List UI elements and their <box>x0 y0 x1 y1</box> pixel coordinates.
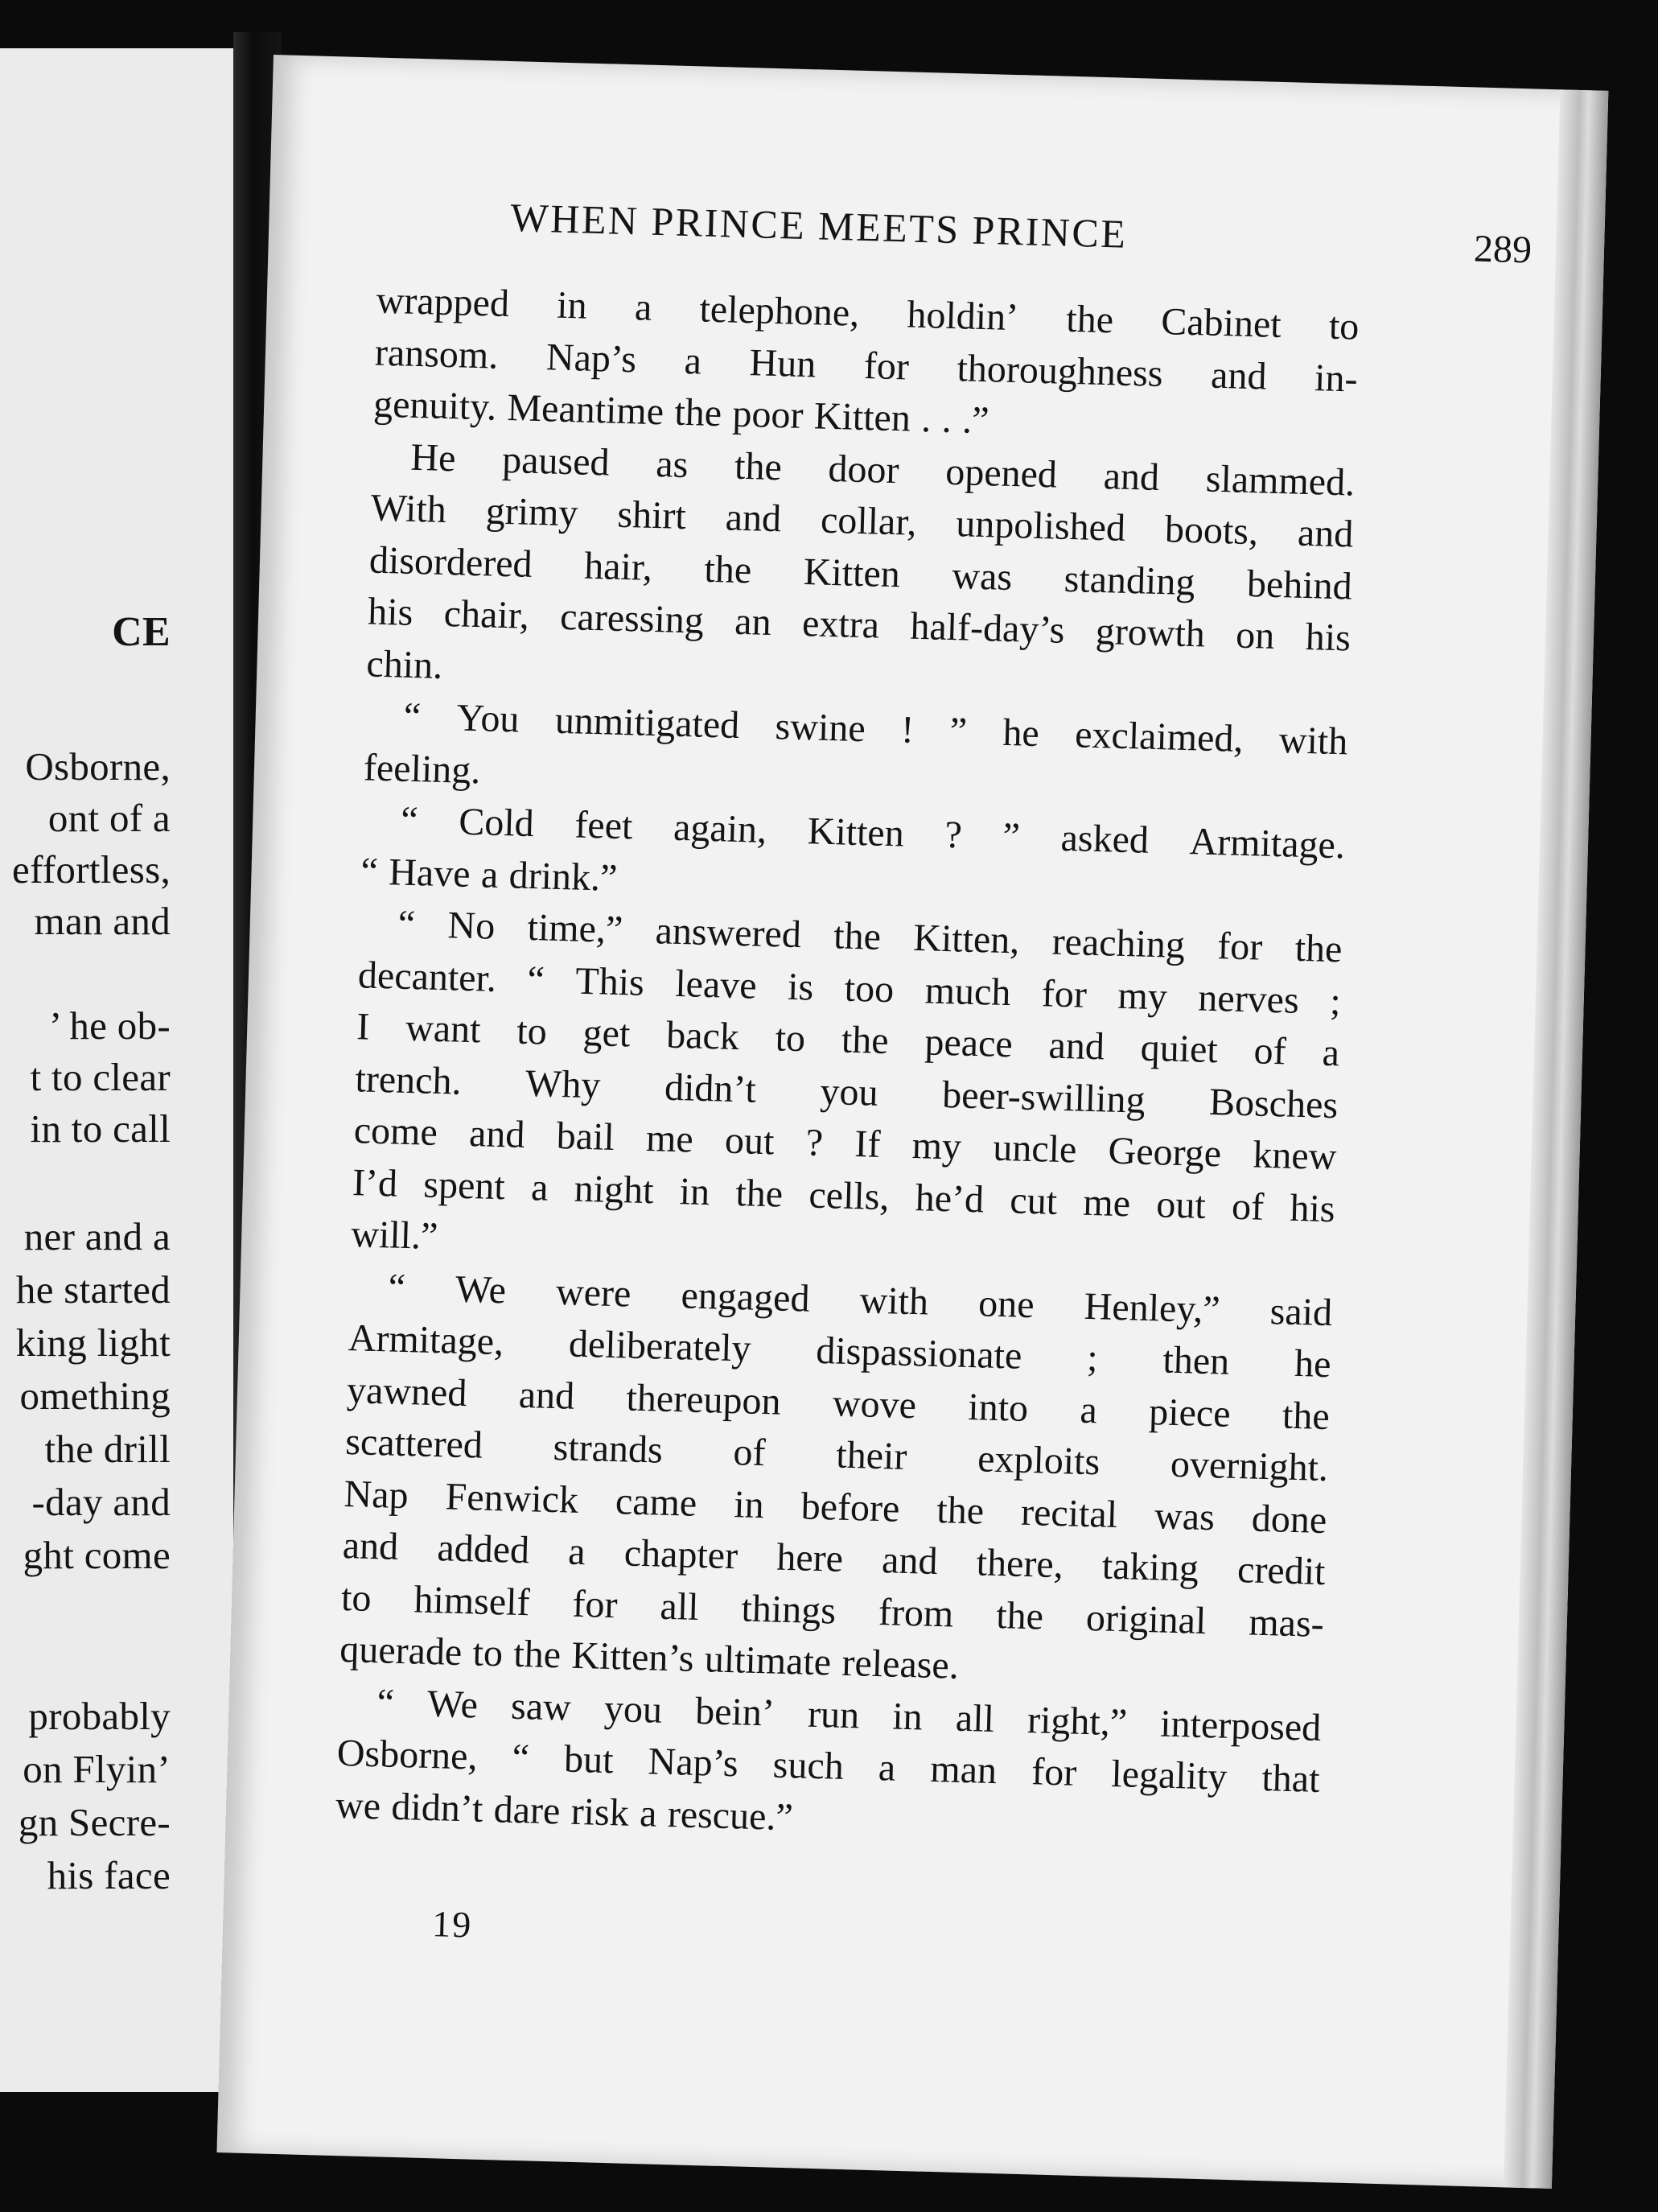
text-line: yawned and thereupon wove into a piece the <box>346 1368 1331 1438</box>
text-line: “ We saw you bein’ run in all right,” interposed <box>376 1680 1322 1749</box>
text-line: I’d spent a night in the cells, he’d cut me out of his <box>352 1160 1336 1230</box>
left-page-line-fragment: man and <box>34 899 171 943</box>
text-line: With grimy shirt and collar, unpolished boots, and <box>370 486 1355 556</box>
left-page-line-fragment: effortless, <box>12 847 171 892</box>
text-line: we didn’t dare risk a rescue.” <box>335 1783 794 1839</box>
left-page-line-fragment: Osborne, <box>25 744 171 789</box>
text-line: to himself for all things from the original mas- <box>340 1576 1325 1646</box>
text-line: Osborne, “ but Nap’s such a man for legality that <box>336 1731 1321 1801</box>
text-line: come and bail me out ? If my uncle George knew <box>353 1109 1338 1179</box>
text-line: I want to get back to the peace and quiet of a <box>356 1005 1340 1075</box>
text-line: wrapped in a telephone, holdin’ the Cabinet to <box>376 278 1360 348</box>
text-line: ransom. Nap’s a Hun for thoroughness and in- <box>374 331 1359 401</box>
text-line: and added a chapter here and there, taking credit <box>342 1524 1327 1594</box>
left-page-line-fragment: ont of a <box>47 796 171 840</box>
running-title: WHEN PRINCE MEETS PRINCE <box>509 195 1129 257</box>
page-number: 289 <box>1473 227 1533 272</box>
left-page-line-fragment: ght come <box>23 1533 171 1577</box>
left-page-line-fragment: probably <box>28 1694 171 1738</box>
text-line: genuity. Meantime the poor Kitten . . .” <box>372 382 990 443</box>
left-page-line-fragment: ’ he ob- <box>48 1003 171 1048</box>
text-line: scattered strands of their exploits overnight. <box>344 1420 1329 1490</box>
signature-mark: 19 <box>431 1903 473 1946</box>
left-page-line-fragment: gn Secre- <box>18 1800 171 1844</box>
text-line: querade to the Kitten’s ultimate release. <box>339 1627 960 1687</box>
text-line: chin. <box>365 641 443 687</box>
left-page-line-fragment: the drill <box>44 1427 171 1471</box>
facing-page-left <box>0 48 238 2092</box>
left-page-line-fragment: ner and a <box>23 1214 171 1258</box>
left-page-line-fragment: -day and <box>31 1480 171 1524</box>
text-line: He paused as the door opened and slammed. <box>409 435 1356 505</box>
text-line: feeling. <box>363 745 482 792</box>
text-line: disordered hair, the Kitten was standing behind <box>368 538 1353 608</box>
text-line: will.” <box>350 1213 439 1258</box>
left-page-line-fragment: king light <box>15 1320 171 1365</box>
left-page-line-fragment: t to clear <box>30 1055 171 1099</box>
left-page-heading-fragment: CE <box>112 609 171 655</box>
text-line: Armitage, deliberately dispassionate ; then he <box>348 1316 1332 1386</box>
left-page-line-fragment: his face <box>47 1853 171 1897</box>
text-line: “ Have a drink.” <box>360 849 619 900</box>
text-line: decanter. “ This leave is too much for my nerves ; <box>357 953 1342 1023</box>
left-page-line-fragment: on Flyin’ <box>23 1747 171 1791</box>
left-page-line-fragment: he started <box>15 1267 171 1312</box>
text-line: “ You unmitigated swine ! ” he exclaimed, with <box>403 694 1348 764</box>
running-head <box>510 194 1533 278</box>
text-line: “ Cold feet again, Kitten ? ” asked Armitage. <box>400 798 1346 867</box>
text-line: trench. Why didn’t you beer-swilling Bosches <box>354 1057 1339 1127</box>
text-line: “ We were engaged with one Henley,” said <box>387 1265 1333 1334</box>
text-line: his chair, caressing an extra half-day’s growth on his <box>367 590 1351 660</box>
text-line: “ No time,” answered the Kitten, reaching for the <box>397 902 1343 971</box>
page-edge <box>1504 89 1609 2189</box>
book-page-289 <box>216 55 1608 2189</box>
left-page-line-fragment: in to call <box>30 1106 171 1151</box>
text-line: Nap Fenwick came in before the recital was done <box>343 1472 1327 1542</box>
body-text <box>335 275 1360 1858</box>
left-page-line-fragment: omething <box>19 1374 171 1418</box>
